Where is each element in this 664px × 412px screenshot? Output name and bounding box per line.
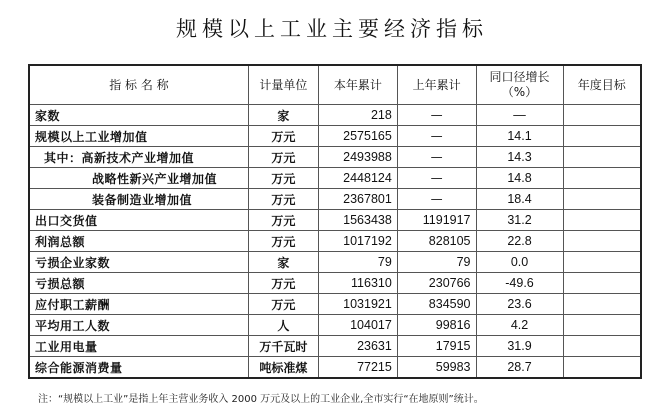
table-row	[29, 336, 641, 357]
target-cell	[563, 189, 641, 210]
current-cell: 1563438	[318, 210, 397, 231]
indicator-name: 工业用电量	[29, 336, 248, 357]
table-row	[29, 189, 641, 210]
unit-cell: 家	[248, 105, 318, 126]
unit-cell: 万元	[248, 294, 318, 315]
table-row	[29, 231, 641, 252]
target-cell	[563, 273, 641, 294]
table-row	[29, 210, 641, 231]
previous-cell: 834590	[397, 294, 476, 315]
growth-cell: 28.7	[476, 357, 563, 379]
previous-cell: —	[397, 105, 476, 126]
header-current-cumulative: 本年累计	[318, 65, 397, 105]
table-row	[29, 105, 641, 126]
current-cell: 23631	[318, 336, 397, 357]
previous-cell: 230766	[397, 273, 476, 294]
previous-cell: —	[397, 147, 476, 168]
header-previous-cumulative: 上年累计	[397, 65, 476, 105]
target-cell	[563, 210, 641, 231]
unit-cell: 家	[248, 252, 318, 273]
indicator-name: 家数	[29, 105, 248, 126]
current-cell: 77215	[318, 357, 397, 379]
previous-cell: —	[397, 168, 476, 189]
current-cell: 2575165	[318, 126, 397, 147]
growth-cell: 14.8	[476, 168, 563, 189]
previous-cell: 828105	[397, 231, 476, 252]
page-title: 规模以上工业主要经济指标	[176, 17, 488, 41]
growth-cell: 14.3	[476, 147, 563, 168]
indicator-name: 亏损总额	[29, 273, 248, 294]
unit-cell: 万元	[248, 231, 318, 252]
table-row	[29, 126, 641, 147]
target-cell	[563, 357, 641, 379]
table-row	[29, 168, 641, 189]
table-row	[29, 294, 641, 315]
previous-cell: 17915	[397, 336, 476, 357]
target-cell	[563, 126, 641, 147]
indicators-table	[28, 64, 642, 379]
current-cell: 79	[318, 252, 397, 273]
header-unit: 计量单位	[248, 65, 318, 105]
table-row	[29, 357, 641, 379]
unit-cell: 万元	[248, 189, 318, 210]
unit-cell: 人	[248, 315, 318, 336]
indicator-name: 规模以上工业增加值	[29, 126, 248, 147]
previous-cell: 59983	[397, 357, 476, 379]
target-cell	[563, 147, 641, 168]
indicator-name: 战略性新兴产业增加值	[29, 168, 248, 189]
unit-cell: 吨标准煤	[248, 357, 318, 379]
previous-cell: 1191917	[397, 210, 476, 231]
target-cell	[563, 105, 641, 126]
current-cell: 2367801	[318, 189, 397, 210]
indicator-name: 装备制造业增加值	[29, 189, 248, 210]
growth-cell: 22.8	[476, 231, 563, 252]
target-cell	[563, 168, 641, 189]
previous-cell: —	[397, 189, 476, 210]
table-row	[29, 315, 641, 336]
current-cell: 1031921	[318, 294, 397, 315]
indicator-name: 亏损企业家数	[29, 252, 248, 273]
indicator-name: 综合能源消费量	[29, 357, 248, 379]
previous-cell: —	[397, 126, 476, 147]
unit-cell: 万元	[248, 273, 318, 294]
growth-cell: 0.0	[476, 252, 563, 273]
footnote: 注：“规模以上工业”是指上年主营业务收入 2000 万元及以上的工业企业,全市实行“在地原则”统计。	[38, 394, 484, 405]
growth-cell: 14.1	[476, 126, 563, 147]
current-cell: 218	[318, 105, 397, 126]
target-cell	[563, 315, 641, 336]
current-cell: 2448124	[318, 168, 397, 189]
indicator-name: 平均用工人数	[29, 315, 248, 336]
growth-cell: 23.6	[476, 294, 563, 315]
previous-cell: 99816	[397, 315, 476, 336]
current-cell: 2493988	[318, 147, 397, 168]
table-row	[29, 273, 641, 294]
growth-cell: —	[476, 105, 563, 126]
target-cell	[563, 252, 641, 273]
header-growth	[476, 65, 563, 105]
current-cell: 1017192	[318, 231, 397, 252]
target-cell	[563, 336, 641, 357]
header-indicator-name: 指 标 名 称	[29, 65, 248, 105]
header-growth-line1: 同口径增长	[489, 70, 550, 84]
indicator-name: 其中：高新技术产业增加值	[29, 147, 248, 168]
growth-cell: 18.4	[476, 189, 563, 210]
table-row	[29, 147, 641, 168]
growth-cell: 31.2	[476, 210, 563, 231]
header-growth-line2: （%）	[501, 85, 538, 99]
growth-cell: 4.2	[476, 315, 563, 336]
table-row	[29, 252, 641, 273]
current-cell: 104017	[318, 315, 397, 336]
header-annual-target: 年度目标	[563, 65, 641, 105]
current-cell: 116310	[318, 273, 397, 294]
unit-cell: 万元	[248, 126, 318, 147]
unit-cell: 万元	[248, 168, 318, 189]
target-cell	[563, 294, 641, 315]
unit-cell: 万元	[248, 147, 318, 168]
unit-cell: 万千瓦时	[248, 336, 318, 357]
unit-cell: 万元	[248, 210, 318, 231]
growth-cell: 31.9	[476, 336, 563, 357]
indicator-name: 出口交货值	[29, 210, 248, 231]
indicator-name: 利润总额	[29, 231, 248, 252]
target-cell	[563, 231, 641, 252]
previous-cell: 79	[397, 252, 476, 273]
table-header-row	[29, 65, 641, 105]
growth-cell: -49.6	[476, 273, 563, 294]
indicator-name: 应付职工薪酬	[29, 294, 248, 315]
